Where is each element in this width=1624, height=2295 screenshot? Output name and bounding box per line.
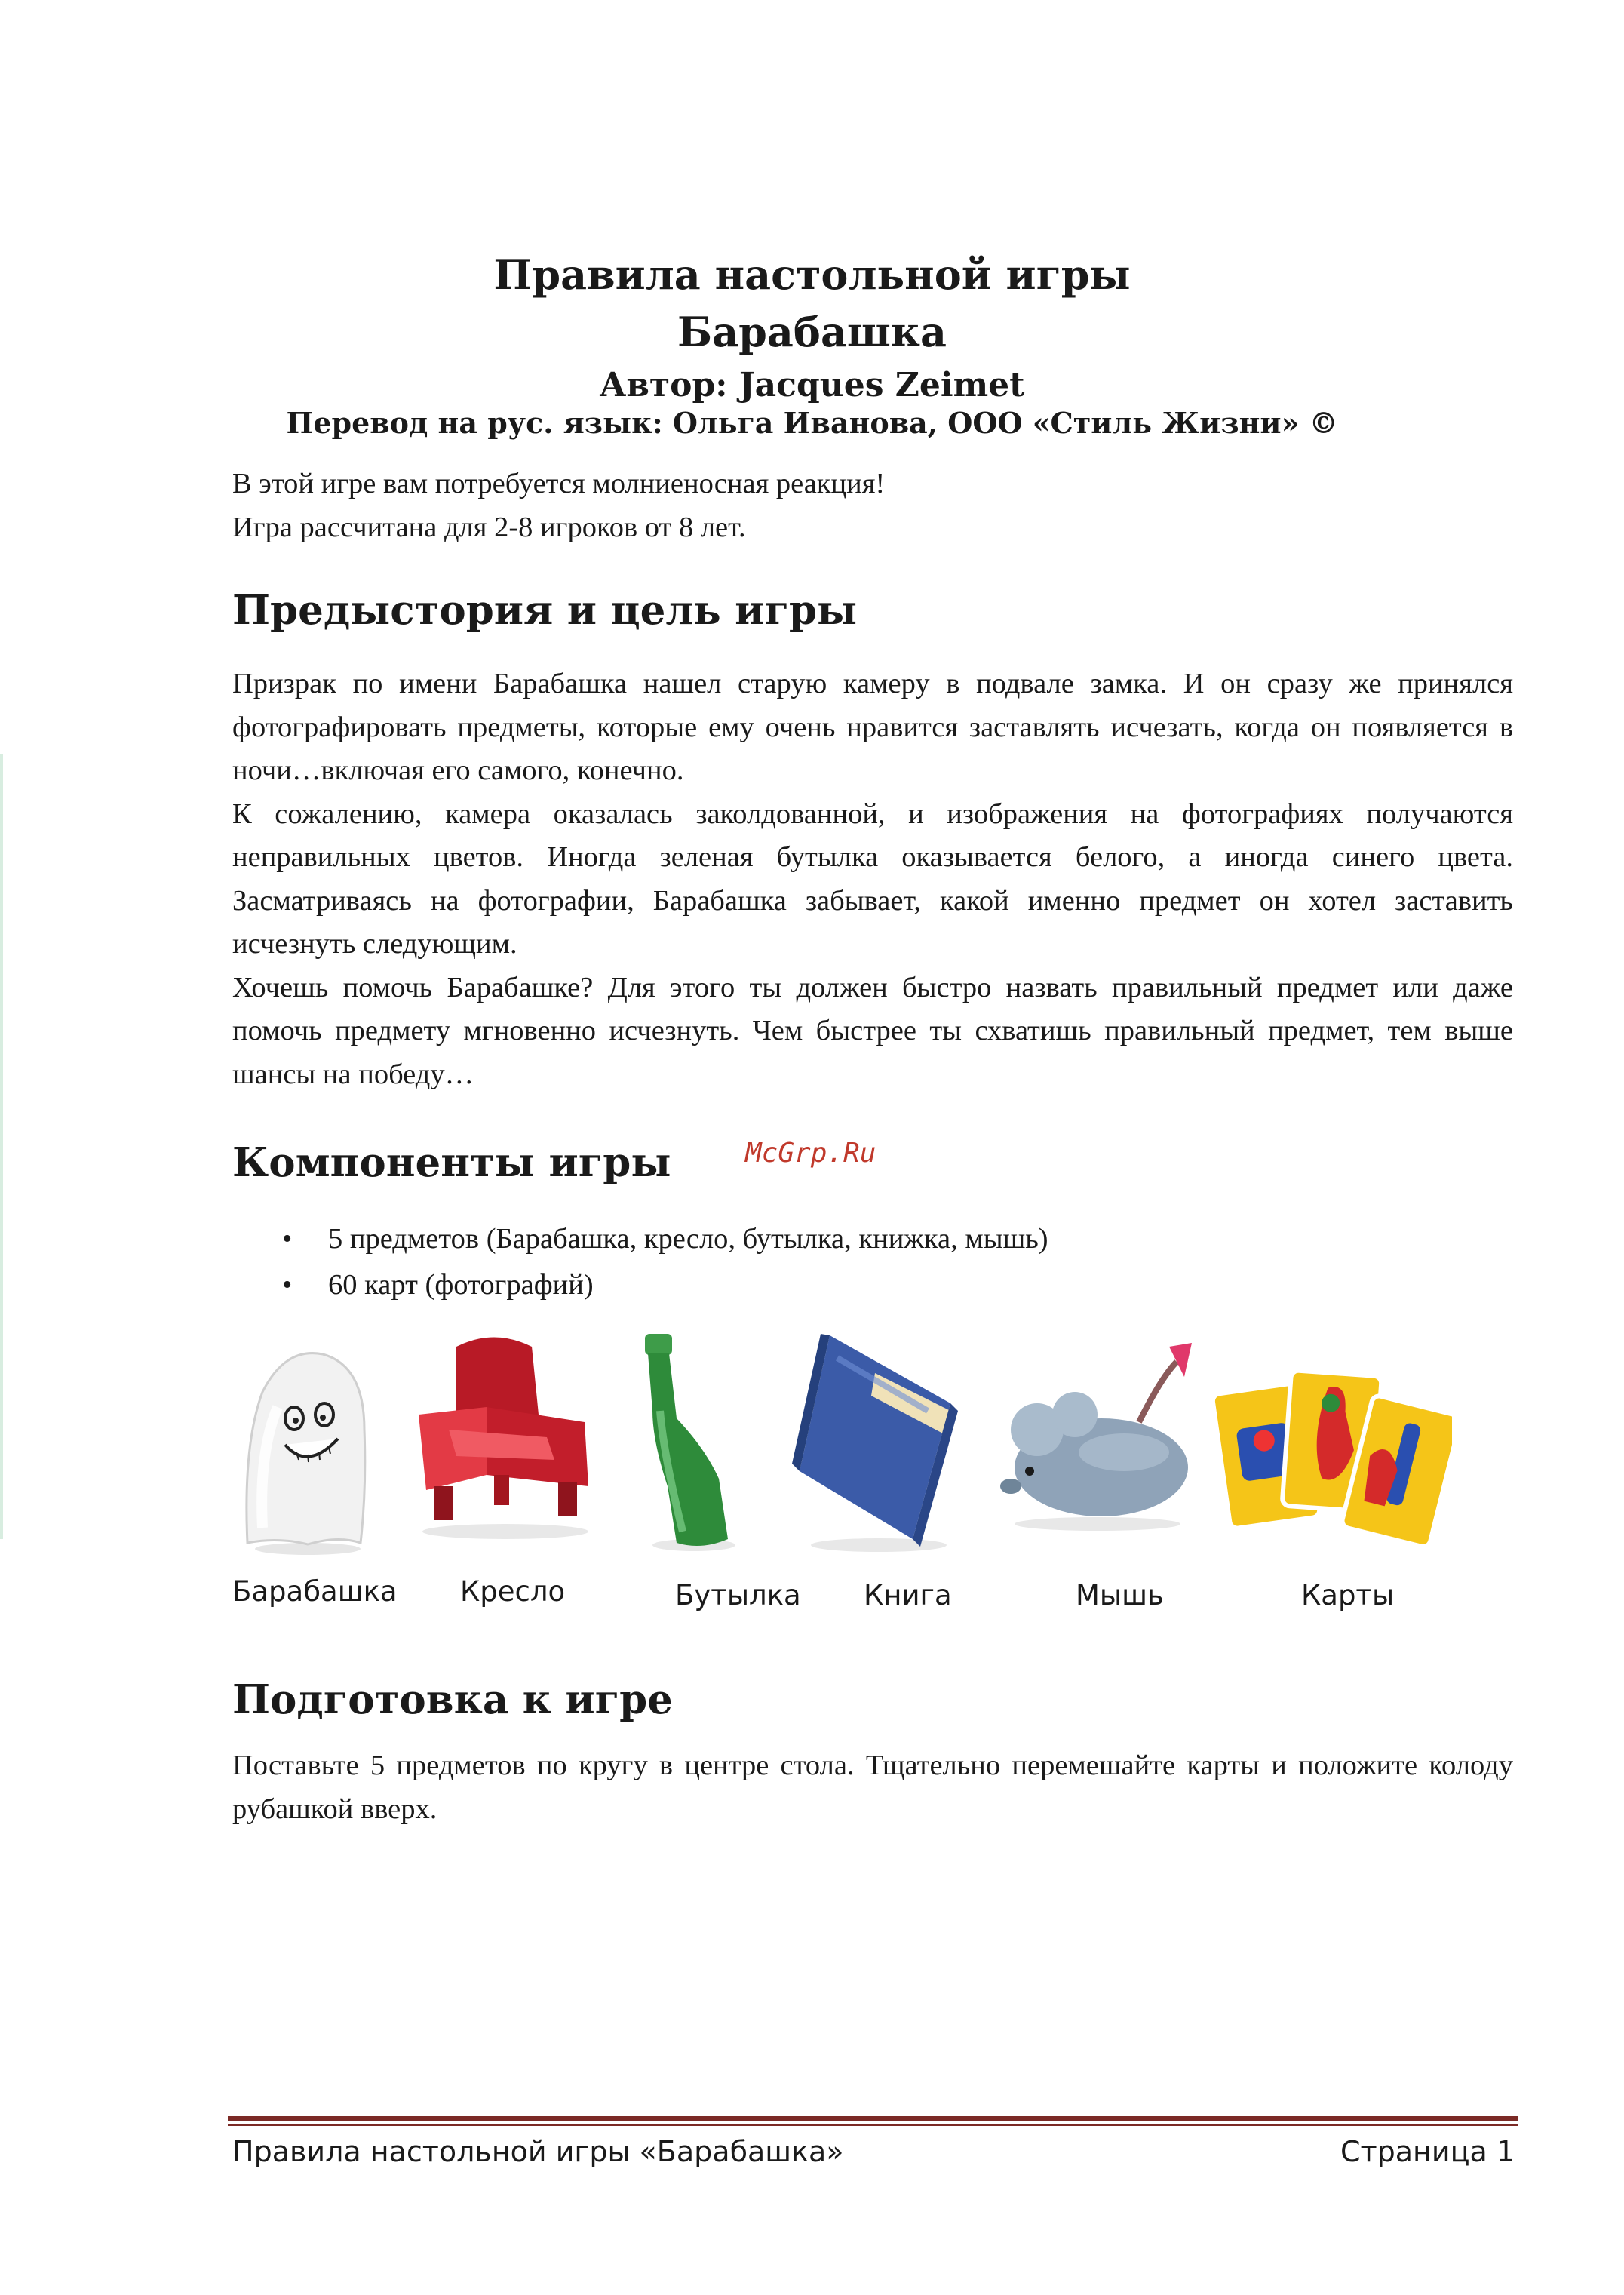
footer-rule [228,2116,1518,2121]
footer-page-number: Страница 1 [1340,2135,1515,2168]
watermark-link[interactable]: McGrp.Ru [745,1138,876,1169]
mouse-image [988,1332,1207,1535]
paragraph: Хочешь помочь Барабашке? Для этого ты должен быстро назвать правильный предмет или даже помочь предмету мгновенно исчезнуть. Чем быстрее ты схватишь правильный предмет, тем выше шансы на победу… [232,971,1513,1090]
paragraph: Поставьте 5 предметов по кругу в центре стола. Тщательно перемешайте карты и положите колоду рубашкой вверх. [232,1750,1513,1825]
footer-rule-thin [228,2124,1518,2126]
book-image [784,1328,965,1554]
section-heading-components: Компоненты игры [232,1139,671,1186]
paragraph: Призрак по имени Барабашка нашел старую камеру в подвале замка. И он сразу же принялся фотографировать предметы, которые ему очень нравится заставлять исчезать, когда он появляется в ночи…включая его самого, конечно. [232,668,1513,786]
game-name: Барабашка [677,308,947,356]
list-item: • 5 предметов (Барабашка, кресло, бутылка, книжка, мышь) [232,1216,1515,1262]
paragraph: К сожалению, камера оказалась заколдованной, и изображения на фотографиях получаются неправильных цветов. Иногда зеленая бутылка оказывается белого, а иногда синего цвета. Засматриваясь на фотографии, Барабашка забывает, какой именно предмет он хотел заставить исчезнуть следующим. [232,797,1513,960]
background-text [232,662,1513,1096]
footer-title: Правила настольной игры «Барабашка» [232,2135,844,2168]
bottle-image [630,1328,758,1554]
intro-line: В этой игре вам потребуется молниеносная реакция! [232,468,886,499]
document-title: Правила настольной игры [493,250,1131,299]
setup-text [232,1744,1513,1831]
section-heading-background: Предыстория и цель игры [232,587,858,634]
caption-book: Книга [864,1579,952,1611]
intro-line: Игра рассчитана для 2-8 игроков от 8 лет. [232,511,746,543]
caption-ghost: Барабашка [232,1575,398,1608]
list-item: • 60 карт (фотографий) [232,1262,1515,1308]
scan-edge-line [0,754,3,1539]
caption-bottle: Бутылка [675,1579,801,1611]
armchair-image [404,1324,607,1543]
cards-image [1211,1358,1452,1554]
caption-chair: Кресло [460,1575,566,1608]
ghost-figure-image [232,1339,383,1558]
intro-text [232,462,1513,549]
components-list [232,1216,1515,1308]
author-line: Автор: Jacques Zeimet [599,366,1025,404]
caption-mouse: Мышь [1076,1579,1164,1611]
section-heading-setup: Подготовка к игре [232,1676,673,1723]
caption-cards: Карты [1301,1579,1395,1611]
translation-line: Перевод на рус. язык: Ольга Иванова, ООО «Стиль Жизни» © [286,406,1338,440]
